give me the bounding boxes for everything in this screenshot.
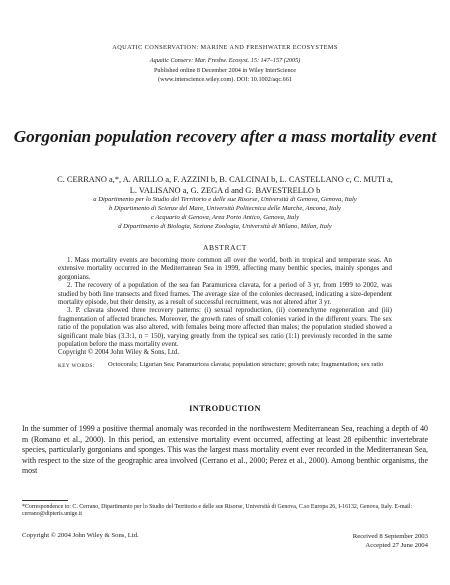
footer-dates [353, 532, 428, 550]
footnote-divider [22, 500, 68, 501]
keywords-text: Octocorals; Ligurian Sea; Paramuricea clavata; population structure; growth rate; fragmentation; sex ratio [108, 361, 384, 368]
abstract-heading: ABSTRACT [203, 243, 247, 252]
affiliation-c: c Acquario di Genova, Area Porto Antico, Genova, Italy [150, 214, 300, 221]
publication-info: Published online 8 December 2004 in Wiley InterScience [153, 67, 297, 74]
affiliation-a: a Dipartimento per lo Studio del Territorio e delle sue Risorse, Università di Genova, Genova, Italy [93, 196, 357, 203]
journal-name: AQUATIC CONSERVATION: MARINE AND FRESHWATER ECOSYSTEMS [112, 44, 338, 51]
accepted-date: Accepted 27 June 2004 [365, 542, 428, 549]
abstract-paragraph-2: 2. The recovery of a population of the sea fan Paramuricea clavata, for a period of 3 yr, from 1999 to 2002, was studied by both line transects and fixed frames. The average size of the colonies decreased, indicating a size-dependent mortality episode, but their density, as a result of successful recruitment, was not altered after 3 yr. [58, 281, 392, 307]
affiliation-d: d Dipartimento di Biologia, Sezione Zoologia, Università di Milano, Milan, Italy [118, 223, 332, 230]
introduction-paragraph: In the summer of 1999 a positive thermal anomaly was recorded in the northwestern Mediterranean Sea, reaching a depth of 40 m (Romano et al., 2000). In this period, an extensive mortality event occurred, affecting at least 28 epibenthic invertebrate species, particularly gorgonians and sponges. This was the largest mass mortality event ever recorded in the Mediterranean Sea, with respect to the size of the geographic area involved (Cerrano et al., 2000; Perez et al., 2000). Among benthic organisms, the most [22, 424, 428, 476]
abstract-body [58, 256, 392, 357]
author-list [22, 175, 428, 196]
introduction-body [22, 424, 428, 477]
footer-copyright: Copyright © 2004 John Wiley & Sons, Ltd. [22, 532, 139, 539]
keywords [58, 361, 392, 370]
affiliation-b: b Dipartimento di Scienze del Mare, Università Politecnica delle Marche, Ancona, Italy [109, 205, 341, 212]
author-line-2: L. VALISANO a, G. ZEGA d and G. BAVESTRELLO b [129, 185, 321, 195]
received-date: Received 8 September 2003 [352, 533, 428, 540]
abstract-paragraph-1: 1. Mass mortality events are becoming more common all over the world, both in tropical and temperate seas. An extensive mortality occurred in the Mediterranean Sea in 1999, affecting many benthic species, mainly sponges and gorgonians. [58, 256, 392, 281]
author-line-1: C. CERRANO a,*, A. ARILLO a, F. AZZINI b, B. CALCINAI b, L. CASTELLANO c, C. MUTI a, [57, 175, 393, 184]
keywords-label: KEY WORDS: [58, 363, 95, 369]
abstract-copyright: Copyright © 2004 John Wiley & Sons, Ltd. [58, 348, 180, 357]
journal-citation: Aquatic Conserv: Mar. Freshw. Ecosyst. 15: 147–157 (2005) [149, 57, 301, 64]
abstract-paragraph-3: 3. P. clavata showed three recovery patterns: (i) sexual reproduction, (ii) coenenchyme regeneration and (iii) fragmentation of affected branches. Moreover, the growth rates of small colonies varied in the different years. The sex ratio of the population was also altered, with females being more affected than males; the population studied showed a significant male bias (3.3:1, n = 150), varying greatly from the typical sex ratio (1:1) previously recorded in the same population before the mass mortality event. [58, 306, 392, 349]
correspondence-footnote: *Correspondence to: C. Cerrano, Dipartimento per lo Studio del Territorio e delle sue Risorse, Università di Genova, C.so Europa 26, I-16132, Genova, Italy. E-mail: cerrano@dipteris.unige.it [22, 504, 413, 518]
introduction-heading: INTRODUCTION [189, 404, 261, 413]
article-title: Gorgonian population recovery after a mass mortality event [13, 127, 437, 146]
doi-line: (www.interscience.wiley.com). DOI: 10.1002/aqc.661 [158, 76, 292, 83]
